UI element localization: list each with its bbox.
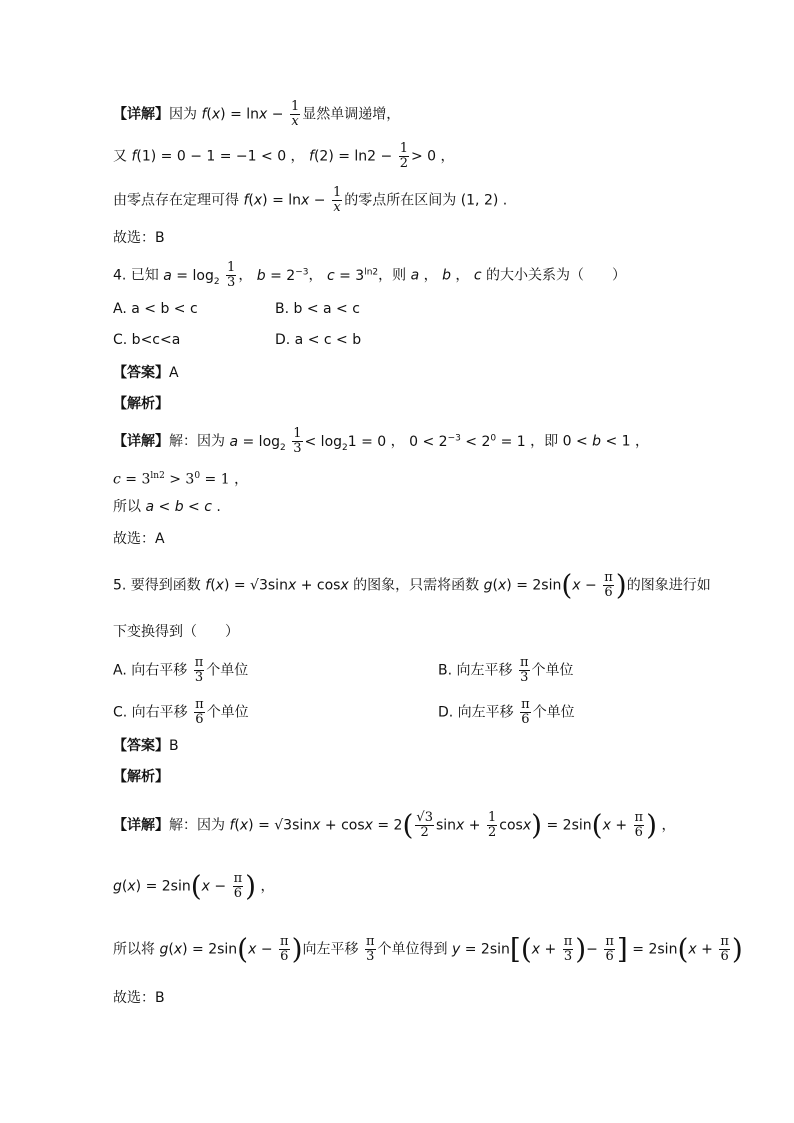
q4-detail-line-1: 【详解】解：因为 $a = \log_2$ $\frac{1}{3}$ < $\log_21 = 0$ ， $0 < 2^{-3} < 2^0 = 1$ ，即 0 < b < 1 ， bbox=[113, 426, 650, 457]
answer-tag: 【答案】 bbox=[113, 738, 169, 754]
q5-analysis-tag: 【解析】 bbox=[113, 769, 169, 785]
q4-detail-line-3: 所以 a < b < c . bbox=[113, 499, 221, 515]
q5-option-b: B. 向左平移 $\frac{\pi}{3}$ 个单位 bbox=[438, 655, 574, 685]
q5-answer-value: B bbox=[169, 738, 179, 754]
q5-choice: 故选：B bbox=[113, 990, 165, 1006]
q4-stem: 4. 已知 $a = \log_2$ $\frac{1}{3}$ ， $b = 2^{-3}$， $c = 3^{ln2}$，则 a ， b ， c 的大小关系为（ ） bbox=[113, 260, 627, 291]
q4-option-c: C. b<c<a bbox=[113, 332, 181, 348]
q4-answer bbox=[113, 359, 179, 387]
q3-detail-line-2: 又 f(1) = 0 − 1 = −1 < 0 ， f(2) = ln2 − $\frac{1}{2}$ > 0 ， bbox=[113, 141, 455, 171]
q3-choice: 故选：B bbox=[113, 230, 165, 246]
detail-tag: 【详解】 bbox=[113, 106, 169, 123]
q4-option-b: B. b < a < c bbox=[275, 301, 360, 317]
q3-detail-line-1: 【详解】因为 f(x) = lnx − $\frac{1}{x}$ 显然单调递增， bbox=[113, 99, 401, 129]
q5-detail-line-1: 【详解】解：因为 f(x) = √3sinx + cosx = 2( $\frac{√3}{2}$ sinx + $\frac{1}{2}$ cosx) = 2sin(x + $\frac{\pi}{6}$ ) ， bbox=[113, 808, 676, 842]
q5-detail-line-2: g(x) = 2sin(x − $\frac{\pi}{6}$ ) ， bbox=[113, 869, 275, 903]
q4-analysis-tag: 【解析】 bbox=[113, 396, 169, 412]
q4-answer-value: A bbox=[169, 365, 179, 381]
q4-option-a: A. a < b < c bbox=[113, 301, 198, 317]
q5-stem-line-2: 下变换得到（ ） bbox=[113, 624, 239, 640]
q4-option-d: D. a < c < b bbox=[275, 332, 362, 348]
q5-option-d: D. 向左平移 $\frac{\pi}{6}$ 个单位 bbox=[438, 697, 575, 727]
q5-answer bbox=[113, 732, 179, 760]
detail-tag: 【详解】 bbox=[113, 817, 169, 834]
q4-choice: 故选：A bbox=[113, 531, 165, 547]
q4-detail-line-2: $c = 3^{ln2} > 3^0 = 1$ ， bbox=[113, 471, 249, 488]
q5-stem-line-1: 5. 要得到函数 f(x) = √3sinx + cosx 的图象，只需将函数 g(x) = 2sin(x − $\frac{\pi}{6}$ )的图象进行如 bbox=[113, 568, 711, 602]
answer-tag: 【答案】 bbox=[113, 365, 169, 381]
q5-option-c: C. 向右平移 $\frac{\pi}{6}$ 个单位 bbox=[113, 697, 249, 727]
q3-detail-line-3: 由零点存在定理可得 f(x) = lnx − $\frac{1}{x}$ 的零点所在区间为 (1, 2) . bbox=[113, 185, 508, 215]
q5-detail-line-3: 所以将 g(x) = 2sin(x − $\frac{\pi}{6}$ )向左平移 $\frac{\pi}{3}$ 个单位得到 y = 2sin[(x + $\frac{\pi}{3}$ )− $\frac{\pi}{6}$ ] = 2sin(x + $\frac{\pi}{6}$ ) bbox=[113, 932, 743, 966]
q5-option-a: A. 向右平移 $\frac{\pi}{3}$ 个单位 bbox=[113, 655, 249, 685]
detail-tag: 【详解】 bbox=[113, 433, 169, 450]
